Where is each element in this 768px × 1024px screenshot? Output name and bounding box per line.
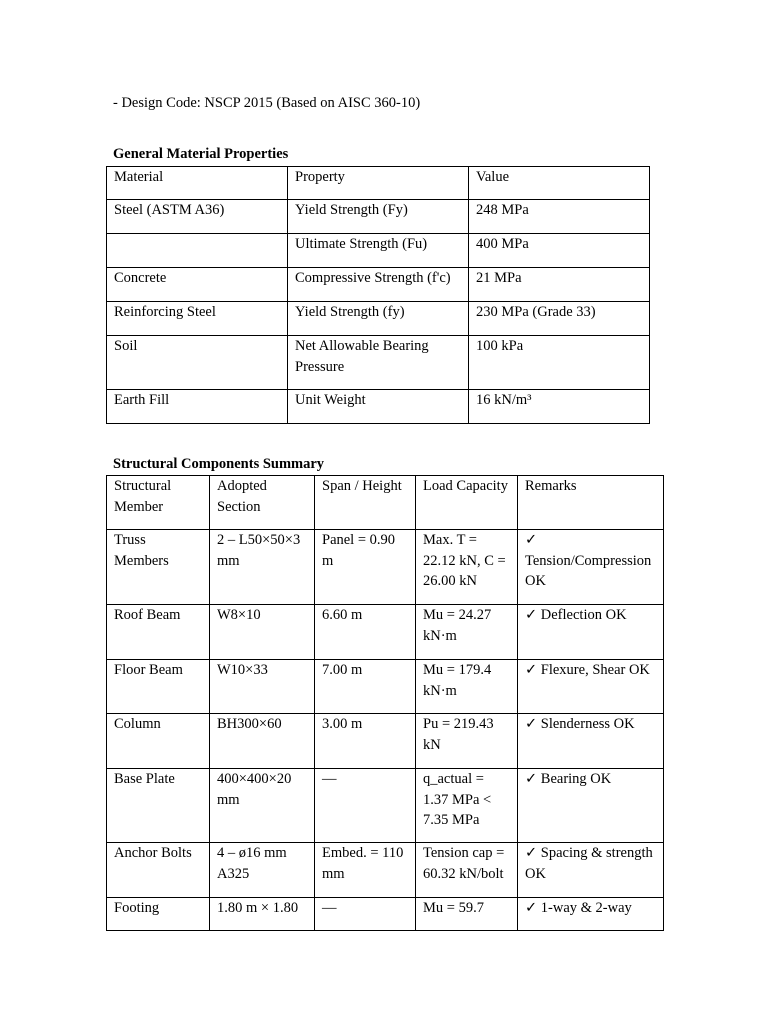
span-cell: — <box>315 769 416 843</box>
remarks-cell: ✓ 1-way & 2-way <box>518 898 664 931</box>
material-properties-heading: General Material Properties <box>113 146 289 162</box>
table-row <box>107 530 664 605</box>
table-row <box>107 714 664 769</box>
remarks-cell: ✓ Flexure, Shear OK <box>518 660 664 714</box>
capacity-cell: Pu = 219.43 kN <box>416 714 518 769</box>
table-row <box>107 898 664 931</box>
material-cell: Steel (ASTM A36) <box>107 200 288 234</box>
capacity-cell: q_actual = 1.37 MPa < 7.35 MPa <box>416 769 518 843</box>
table-row <box>107 660 664 714</box>
column-header: Load Capacity <box>416 476 518 530</box>
material-cell: Concrete <box>107 268 288 302</box>
material-properties-table <box>106 166 650 424</box>
remarks-cell: ✓ Slenderness OK <box>518 714 664 769</box>
material-cell: Soil <box>107 336 288 390</box>
member-cell: Base Plate <box>107 769 210 843</box>
table-row <box>107 234 650 268</box>
capacity-cell: Mu = 24.27 kN·m <box>416 605 518 660</box>
table-row <box>107 390 650 424</box>
table-row <box>107 769 664 843</box>
column-header: Structural Member <box>107 476 210 530</box>
remarks-cell: ✓ Deflection OK <box>518 605 664 660</box>
section-cell: W10×33 <box>210 660 315 714</box>
table-row <box>107 268 650 302</box>
column-header: Material <box>107 167 288 200</box>
property-cell: Yield Strength (Fy) <box>288 200 469 234</box>
section-cell: BH300×60 <box>210 714 315 769</box>
column-header: Property <box>288 167 469 200</box>
value-cell: 100 kPa <box>469 336 650 390</box>
column-header: Remarks <box>518 476 664 530</box>
capacity-cell: Tension cap = 60.32 kN/bolt <box>416 843 518 898</box>
property-cell: Yield Strength (fy) <box>288 302 469 336</box>
remarks-cell: ✓ Tension/Compression OK <box>518 530 664 605</box>
table-row <box>107 843 664 898</box>
column-header: Value <box>469 167 650 200</box>
material-cell: Earth Fill <box>107 390 288 424</box>
section-cell: W8×10 <box>210 605 315 660</box>
section-cell: 1.80 m × 1.80 <box>210 898 315 931</box>
column-header: Adopted Section <box>210 476 315 530</box>
capacity-cell: Max. T = 22.12 kN, C = 26.00 kN <box>416 530 518 605</box>
value-cell: 400 MPa <box>469 234 650 268</box>
span-cell: Embed. = 110 mm <box>315 843 416 898</box>
member-cell: Floor Beam <box>107 660 210 714</box>
material-cell: Reinforcing Steel <box>107 302 288 336</box>
property-cell: Ultimate Strength (Fu) <box>288 234 469 268</box>
column-header: Span / Height <box>315 476 416 530</box>
design-code-line: - Design Code: NSCP 2015 (Based on AISC 360-10) <box>113 95 421 111</box>
table-row <box>107 605 664 660</box>
remarks-cell: ✓ Bearing OK <box>518 769 664 843</box>
table-row <box>107 200 650 234</box>
section-cell: 2 – L50×50×3 mm <box>210 530 315 605</box>
member-cell: Footing <box>107 898 210 931</box>
value-cell: 21 MPa <box>469 268 650 302</box>
capacity-cell: Mu = 179.4 kN·m <box>416 660 518 714</box>
span-cell: 6.60 m <box>315 605 416 660</box>
remarks-cell: ✓ Spacing & strength OK <box>518 843 664 898</box>
table-header-row <box>107 167 650 200</box>
property-cell: Net Allowable Bearing Pressure <box>288 336 469 390</box>
property-cell: Unit Weight <box>288 390 469 424</box>
capacity-cell: Mu = 59.7 <box>416 898 518 931</box>
section-cell: 4 – ø16 mm A325 <box>210 843 315 898</box>
section-cell: 400×400×20 mm <box>210 769 315 843</box>
value-cell: 16 kN/m³ <box>469 390 650 424</box>
span-cell: Panel = 0.90 m <box>315 530 416 605</box>
member-cell: Anchor Bolts <box>107 843 210 898</box>
span-cell: 3.00 m <box>315 714 416 769</box>
table-row <box>107 302 650 336</box>
property-cell: Compressive Strength (f'c) <box>288 268 469 302</box>
structural-components-heading: Structural Components Summary <box>113 456 325 472</box>
member-cell: Roof Beam <box>107 605 210 660</box>
table-row <box>107 336 650 390</box>
member-cell: Truss Members <box>107 530 210 605</box>
structural-components-table <box>106 475 664 931</box>
member-cell: Column <box>107 714 210 769</box>
value-cell: 230 MPa (Grade 33) <box>469 302 650 336</box>
material-cell <box>107 234 288 268</box>
value-cell: 248 MPa <box>469 200 650 234</box>
span-cell: 7.00 m <box>315 660 416 714</box>
span-cell: — <box>315 898 416 931</box>
table-header-row <box>107 476 664 530</box>
